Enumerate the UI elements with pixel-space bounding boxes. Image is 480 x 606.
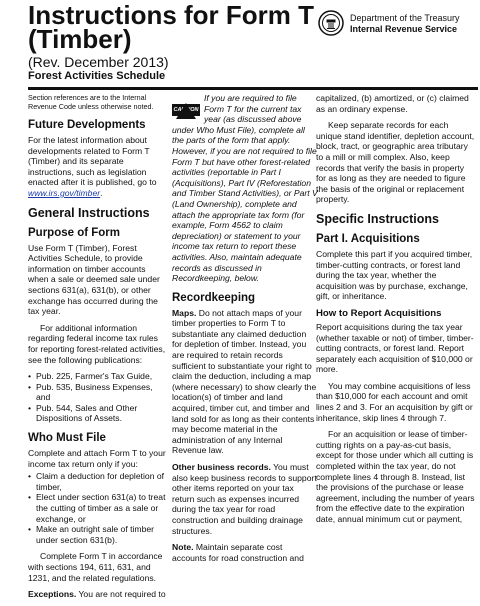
title-line-1: Instructions for Form T: [28, 0, 314, 30]
heading-purpose-of-form: Purpose of Form: [28, 226, 121, 239]
heading-general-instructions: General Instructions: [28, 205, 150, 220]
maps-paragraph: Maps. Do not attach maps of your timber properties to Form T to substantiate any claimed deduction for depletion of timber. Instead, you are required to retain records sufficient to substantiate your right to claim the deduction, including a map (where necessary) to show clearly the location(s) of timber and land acquired, timber cut, and timber and land sold for as long as their contents may become material in the administration of any Internal Revenue law.: [172, 307, 317, 456]
list-item: • Make an outright sale of timber under section 631(b).: [28, 524, 168, 545]
heading-who-must-file: Who Must File: [28, 432, 106, 445]
heading-recordkeeping: Recordkeeping: [172, 291, 256, 304]
publications-list: [28, 371, 168, 424]
agency-irs: Internal Revenue Service: [350, 24, 458, 34]
who-list: [28, 471, 168, 545]
list-item: • Elect under section 631(a) to treat the cutting of timber as a sale or exchange, or: [28, 492, 168, 524]
revision-date: (Rev. December 2013): [28, 54, 169, 70]
agency-block: [350, 13, 460, 35]
document-title: [28, 0, 314, 54]
continued-paragraph: capitalized, (b) amortized, or (c) claimed as an ordinary expense.: [316, 93, 469, 114]
list-item: • Pub. 544, Sales and Other Dispositions of Assets.: [28, 403, 168, 424]
heading-future-developments: Future Developments: [28, 119, 146, 131]
accordance-paragraph: Complete Form T in accordance with sections 194, 611, 631, and 1231, and the related regulations.: [28, 551, 163, 583]
list-item: • Pub. 225, Farmer's Tax Guide,: [28, 371, 168, 382]
column-middle: [172, 93, 318, 569]
list-item: • Pub. 535, Business Expenses, and: [28, 382, 168, 403]
column-left: [28, 93, 168, 606]
report-paragraph: Report acquisitions during the tax year (whether taxable or not) of timber, timber-cutting contracts, or forest land. Report separately each acquisition of $10,000 or more.: [316, 321, 474, 375]
agency-department: Department of the Treasury: [350, 13, 460, 23]
purpose-paragraph: Use Form T (Timber), Forest Activities Schedule, to provide information on timber accounts when a sale or deemed sale under sections 631(a), 631(b), or other exchange has occurred during the tax year.: [28, 242, 160, 317]
note-paragraph: Note. Maintain separate cost accounts for road construction and: [172, 542, 304, 563]
future-paragraph: For the latest information about developments related to Form T (Timber) and its separate instructions, such as legislation enacted after it is published, go to www.irs.gov/timber.: [28, 135, 157, 198]
heading-specific-instructions: Specific Instructions: [316, 211, 439, 226]
treasury-seal-icon: [318, 10, 344, 36]
heading-how-to-report: How to Report Acquisitions: [316, 307, 442, 319]
header-rule: [28, 87, 478, 90]
exceptions-paragraph: Exceptions. You are not required to: [28, 589, 166, 600]
who-paragraph: Complete and attach Form T to your income tax return only if you:: [28, 448, 166, 469]
additional-info-paragraph: For additional information regarding federal income tax rules for reporting forest-related activities, see the following publications:: [28, 322, 166, 365]
keep-records-paragraph: Keep separate records for each unique stand identifier, depletion account, block, tract, or geographic area tributary to a mill or mill complex. Also, keep records that verify the basis in property for as long as they are needed to figure the basis of the original or replacement property.: [316, 120, 475, 205]
column-right: [316, 93, 476, 531]
heading-part-1-acquisitions: Part I. Acquisitions: [316, 232, 420, 245]
section-reference-note: Section references are to the Internal Revenue Code unless otherwise noted.: [28, 93, 154, 111]
lease-paragraph: For an acquisition or lease of timber-cutting rights on a pay-as-cut basis, except for those under which all cutting is completed within the tax year, do not complete lines 4 through 8. Instead, list the provisions of the purchase or lease agreement, including the number of years from the effective date to the expiration date, annual minimum cut or payment,: [316, 429, 475, 524]
caution-paragraph: ! CAUTION If you are required to file Form T for the current tax year (as discussed above under Who Must File), complete all the parts of the form that apply. However, if you are not required to file Form T but have other forest-related activities (reportable in Part I (Acquisitions), Part IV (Reforestation and Timber Stand Activities), or Part V (Land Ownership), complete and attach the appropriate tax form (for example, Form 4562 to claim depreciation) or statement to your income tax return to report these activities. Also, maintain adequate records as discussed in Recordkeeping, below.: [172, 93, 318, 284]
part1-paragraph: Complete this part if you acquired timber, timber-cutting contracts, or forest land during the tax year, whether the acquisition was by purchase, exchange, gift, or inheritance.: [316, 248, 473, 302]
irs-timber-link[interactable]: www.irs.gov/timber: [28, 187, 101, 198]
caution-icon: ! CAUTION: [172, 93, 200, 116]
form-subtitle: Forest Activities Schedule: [28, 70, 166, 82]
combine-paragraph: You may combine acquisitions of less than $10,000 for each account and omit lines 2 and 3. For an acquisition by gift or inheritance, skip lines 4 through 7.: [316, 380, 473, 423]
list-item: • Claim a deduction for depletion of timber,: [28, 471, 168, 492]
title-line-2: (Timber): [28, 24, 132, 54]
other-records-paragraph: Other business records. You must also keep business records to support other items reported on your tax return such as expenses incurred during the tax year for road construction and building drainage structures.: [172, 462, 317, 536]
